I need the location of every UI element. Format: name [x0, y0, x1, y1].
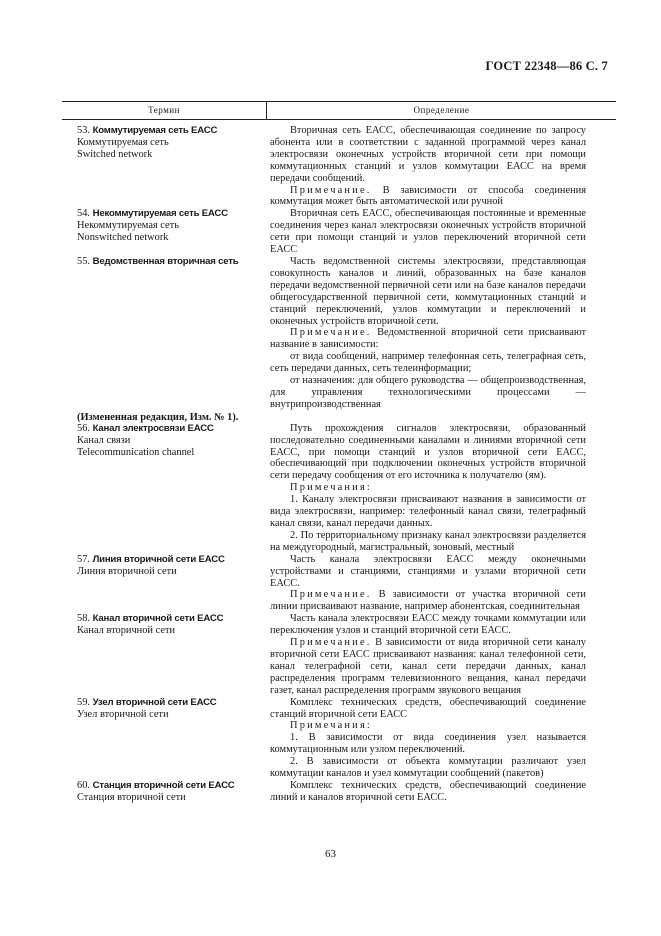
term-name: Станция вторичной сети ЕАСС [92, 779, 235, 791]
term-entry [62, 256, 616, 411]
definition-text: Часть ведомственной системы электросвязи, представляющая совокупность каналов и линий, образованных на базе каналов передачи ведомственной первичной сети или на базе каналов передачи общегосударственной первичной сети, коммутационных станций и станций переключений, узлов коммутации и переключений и оконечных устройств вторичной сети. [270, 255, 586, 327]
term-cell [62, 613, 268, 696]
definition-cell [270, 125, 586, 208]
term-synonym: Канал вторичной сети [77, 625, 176, 637]
term-name: Канал вторичной сети ЕАСС [92, 613, 224, 625]
note-body: В зависимости от способа соединения коммутация может быть автоматической или ручной [270, 184, 586, 208]
term-cell [62, 256, 268, 411]
column-header-definition: Определение [413, 105, 470, 115]
definition-cell [270, 697, 586, 780]
amendment-note: (Измененная редакция, Изм. № 1). [77, 411, 239, 423]
term-english: Nonswitched network [77, 232, 169, 244]
term-name: Коммутируемая сеть ЕАСС [92, 125, 218, 136]
term-number: 53. [77, 125, 90, 136]
definition-text: Путь прохождения сигналов электросвязи, образованный последовательно соединенными каналами и линиями вторичной сети ЕАСС, при помощи станций и узлов вторичной сети ЕАСС, обеспечивающий при подключении оконечных устройств вторичной сети передачу сообщения от его источника к получателю (ям). [270, 422, 586, 482]
note-item: 1. В зависимости от вида соединения узел называется коммутационным или узлом переключений. [270, 732, 586, 756]
note-item: от вида сообщений, например телефонная сеть, телеграфная сеть, сеть передачи данных, сеть телеинформации; [270, 351, 586, 375]
notes-heading [270, 720, 586, 732]
term-english: Telecommunication channel [77, 446, 195, 458]
term-entry [62, 208, 616, 256]
term-synonym: Коммутируемая сеть [77, 136, 169, 148]
term-number: 56. [77, 422, 90, 434]
term-name: Ведомственная вторичная сеть [92, 255, 239, 267]
term-entry [62, 613, 616, 696]
term-name: Узел вторичной сети ЕАСС [92, 696, 217, 708]
term-name: Линия вторичной сети ЕАСС [92, 553, 225, 565]
term-cell [62, 423, 268, 554]
term-number: 57. [77, 553, 90, 565]
notes-label: Примечания: [290, 482, 373, 494]
note-item: 1. Каналу электросвязи присваивают названия в зависимости от вида электросвязи, например: телефонный канал связи, телеграфный канал связи, канал передачи данных. [270, 494, 586, 529]
term-cell [62, 208, 268, 256]
term-synonym: Узел вторичной сети [77, 708, 169, 720]
note-item: 2. В зависимости от объекта коммутации различают узел коммутации каналов и узел коммутации сообщений (пакетов) [270, 756, 586, 780]
term-cell [62, 125, 268, 208]
term-number: 59. [77, 696, 90, 708]
definition-cell [270, 780, 586, 804]
term-name: Канал электросвязи ЕАСС [92, 422, 214, 434]
note-item: 2. По территориальному признаку канал электросвязи разделяется на междугородный, магистральный, зоновый, местный [270, 529, 586, 553]
note-label: Примечание. [290, 637, 372, 649]
term-number: 54. [77, 208, 90, 220]
term-english: Switched network [77, 148, 153, 160]
term-number: 55. [77, 255, 90, 267]
note-text [270, 637, 586, 697]
page-header-title: ГОСТ 22348—86 С. 7 [485, 59, 608, 73]
term-entry [62, 423, 616, 554]
term-number: 60. [77, 779, 90, 791]
term-entry [62, 554, 616, 614]
note-body: Ведомственной вторичной сети присваивают название в зависимости: [270, 327, 586, 351]
term-entry [62, 780, 616, 804]
definition-cell [270, 208, 586, 256]
note-text [270, 589, 586, 613]
term-name: Некоммутируемая сеть ЕАСС [92, 208, 228, 220]
term-cell [62, 780, 268, 804]
definition-cell [270, 423, 586, 554]
note-label: Примечание. [290, 327, 372, 339]
term-synonym: Линия вторичной сети [77, 565, 177, 577]
term-entry [62, 125, 616, 208]
term-synonym: Некоммутируемая сеть [77, 220, 179, 232]
table-header [62, 101, 616, 120]
definition-text: Вторичная сеть ЕАСС, обеспечивающая соединение по запросу абонента или в соответствии с заданной программой через канал электросвязи оконечных устройств вторичной сети при помощи коммутационных станций и узлов коммутации ЕАСС на время передачи сообщений. [270, 125, 586, 184]
note-body: В зависимости от вида вторичной сети каналу вторичной сети ЕАСС присваивают названия: канал телефонной сети, канал телеграфной сети, канал сети передачи данных, канал распределения программ телевизионного вещания, канал передачи газет, канал распределения программ звукового вещания [270, 637, 586, 696]
page-number: 63 [325, 848, 336, 860]
terms-table [62, 101, 616, 804]
term-cell [62, 554, 268, 614]
note-text [270, 185, 586, 209]
note-label: Примечание. [290, 184, 372, 196]
column-header-term: Термин [148, 105, 180, 115]
definition-cell [270, 554, 586, 614]
notes-label: Примечания: [290, 720, 373, 732]
definition-text: Вторичная сеть ЕАСС, обеспечивающая постоянные и временные соединения через канал электросвязи оконечных устройств вторичной сети при помощи станций и узлов переключений вторичной сети ЕАСС [270, 208, 586, 256]
definition-text: Часть канала электросвязи ЕАСС между оконечными устройствами и станциями, станциями и узлами вторичной сети ЕАСС. [270, 553, 586, 589]
definition-text: Часть канала электросвязи ЕАСС между точками коммутации или переключения узлов и станций вторичной сети ЕАСС. [270, 613, 586, 637]
definition-cell [270, 256, 586, 411]
definition-text: Комплекс технических средств, обеспечивающий соединение линий и каналов вторичной сети ЕАСС. [270, 779, 586, 803]
note-text [270, 327, 586, 351]
term-cell [62, 697, 268, 780]
note-body: В зависимости от участка вторичной сети линии присваивают название, например абонентская, соединительная [270, 589, 586, 613]
notes-heading [270, 482, 586, 494]
term-synonym: Канал связи [77, 434, 131, 446]
note-label: Примечание. [290, 589, 372, 601]
definition-text: Комплекс технических средств, обеспечивающий соединение станций вторичной сети ЕАСС [270, 696, 586, 720]
term-number: 58. [77, 613, 90, 625]
term-synonym: Станция вторичной сети [77, 791, 186, 803]
note-item: от назначения: для общего руководства — общепроизводственная, для управления технологическими процессами — внутрипроизводственная [270, 375, 586, 410]
definition-cell [270, 613, 586, 696]
term-entry [62, 697, 616, 780]
